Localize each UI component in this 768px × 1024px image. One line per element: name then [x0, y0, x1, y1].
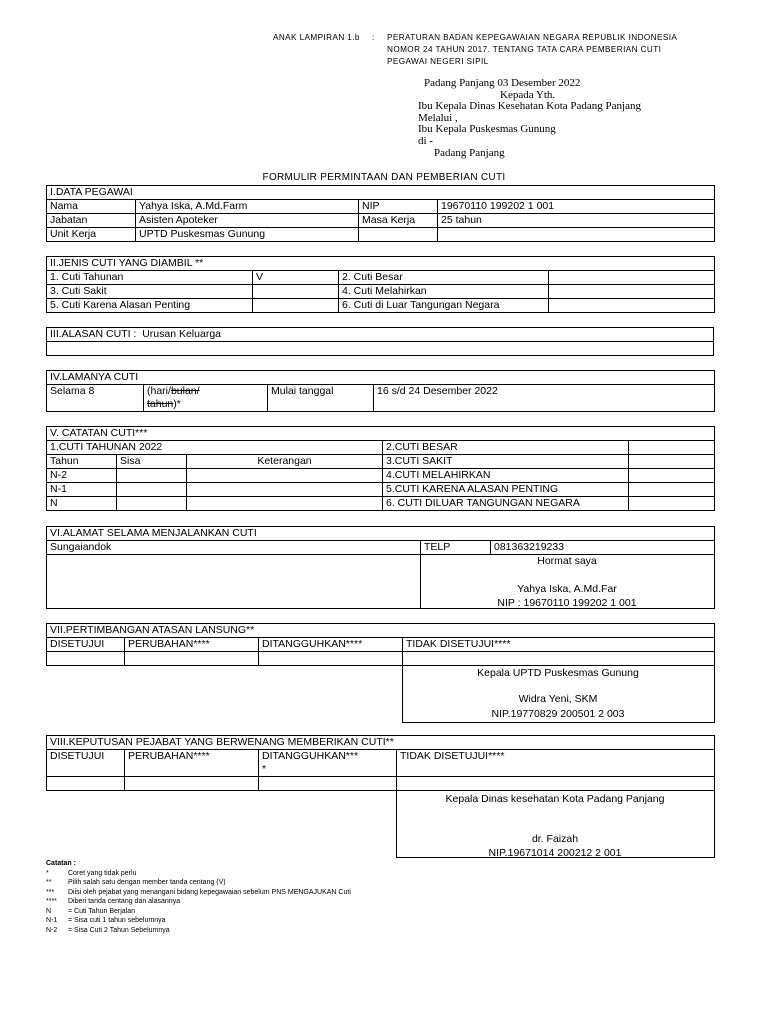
empty-cell: [125, 652, 259, 666]
cuti-sakit-mark: [253, 285, 339, 299]
catatan-cuti-sakit: 3.CUTI SAKIT: [383, 455, 629, 469]
satuan-bulan-struck: bulan/: [170, 385, 200, 397]
empty-cell: [47, 652, 125, 666]
section-1-title: I.DATA PEGAWAI: [47, 186, 715, 200]
form-title: FORMULIR PERMINTAAN DAN PEMBERIAN CUTI: [262, 172, 506, 183]
empty-cell: [629, 469, 715, 483]
cuti-luar-tanggungan-label: 6. Cuti di Luar Tangungan Negara: [339, 299, 549, 313]
note-key: ***: [46, 888, 55, 896]
note-key: N: [46, 907, 52, 915]
alasan-cuti-label: III.ALASAN CUTI :: [50, 328, 137, 340]
catatan-notes: [46, 859, 351, 935]
section-catatan-cuti: [46, 426, 715, 511]
masa-kerja-label: Masa Kerja: [359, 214, 438, 228]
cuti-tahunan-header: 1.CUTI TAHUNAN 2022: [47, 441, 383, 455]
cuti-besar-mark: [549, 271, 715, 285]
cuti-tahunan-checkmark: V: [253, 271, 339, 285]
note-key: ****: [46, 898, 57, 905]
notes-list: [46, 869, 351, 936]
satuan-hari: (hari/: [147, 385, 171, 397]
empty-cell: [117, 469, 187, 483]
note-item: [46, 878, 351, 888]
tahun-n: N: [47, 497, 117, 511]
keterangan-header: Keterangan: [187, 455, 383, 469]
unit-kerja-value: UPTD Puskesmas Gunung: [136, 228, 359, 242]
unit-kerja-label: Unit Kerja: [47, 228, 136, 242]
cuti-melahirkan-mark: [549, 285, 715, 299]
empty-cell: [359, 228, 438, 242]
empty-cell: [47, 777, 125, 791]
section-6-title: VI.ALAMAT SELAMA MENJALANKAN CUTI: [47, 527, 715, 541]
empty-cell: [629, 441, 715, 455]
satuan-footnote: )*: [173, 398, 181, 410]
note-item: [46, 907, 351, 917]
pejabat-jabatan: Kepala Dinas kesehatan Kota Padang Panjang: [445, 793, 665, 805]
header-colon: :: [372, 33, 375, 42]
kepada-yth: Kepada Yth.: [500, 89, 556, 101]
note-text: Coret yang tidak perlu: [68, 869, 137, 877]
pertimbangan-tidak-disetujui: TIDAK DISETUJUI****: [403, 638, 715, 652]
section-7-title: VII.PERTIMBANGAN ATASAN LANSUNG**: [47, 624, 715, 638]
blank-area: [47, 791, 397, 858]
hormat-saya: Hormat saya: [537, 555, 597, 567]
empty-cell: [259, 777, 397, 791]
telp-value: 081363219233: [491, 541, 715, 555]
note-item: [46, 916, 351, 926]
note-text: Pilih salah satu dengan member tanda centang (V): [68, 879, 226, 886]
empty-cell: [403, 652, 715, 666]
recipient-line-5: Padang Panjang: [434, 147, 505, 159]
note-text: Diisi oleh pejabat yang menangani bidang kepegawaian sebelum PNS MENGAJUKAN Cuti: [68, 888, 351, 896]
section-jenis-cuti: [46, 256, 715, 313]
peraturan-line-1: PERATURAN BADAN KEPEGAWAIAN NEGARA REPUBLIK INDONESIA: [387, 33, 678, 42]
note-key: **: [46, 879, 52, 886]
section-4-title: IV.LAMANYA CUTI: [47, 371, 715, 385]
recipient-line-1: Ibu Kepala Dinas Kesehatan Kota Padang Panjang: [418, 100, 641, 112]
tahun-n-1: N-1: [47, 483, 117, 497]
atasan-name: Widra Yeni, SKM: [518, 693, 598, 705]
note-key: N-2: [46, 926, 58, 934]
note-text: = Sisa Cuti 2 Tahun Sebelumnya: [68, 926, 170, 934]
anak-lampiran-label: ANAK LAMPIRAN 1.b: [273, 33, 360, 42]
recipient-line-4: di -: [418, 135, 433, 147]
cuti-melahirkan-label: 4. Cuti Melahirkan: [339, 285, 549, 299]
atasan-jabatan: Kepala UPTD Puskesmas Gunung: [477, 667, 639, 679]
note-item: [46, 869, 351, 879]
empty-cell: [125, 777, 259, 791]
section-3-title: [47, 328, 714, 342]
section-5-title: V. CATATAN CUTI***: [47, 427, 715, 441]
tahun-n-2: N-2: [47, 469, 117, 483]
note-item: [46, 888, 351, 898]
sisa-header: Sisa: [117, 455, 187, 469]
pejabat-name: dr. Faizah: [531, 833, 579, 845]
note-item: [46, 897, 351, 907]
keputusan-tidak-disetujui: TIDAK DISETUJUI****: [397, 750, 715, 777]
keputusan-perubahan: PERUBAHAN****: [125, 750, 259, 777]
empty-cell: [629, 497, 715, 511]
section-data-pegawai: [46, 185, 715, 242]
alasan-cuti-value: Urusan Keluarga: [142, 328, 221, 340]
nip-label: NIP: [359, 200, 438, 214]
nama-label: Nama: [47, 200, 136, 214]
section-alasan-cuti: [46, 327, 714, 356]
note-item: [46, 926, 351, 936]
empty-cell: [187, 497, 383, 511]
section-2-title: II.JENIS CUTI YANG DIAMBIL **: [47, 257, 715, 271]
section-lamanya-cuti: [46, 370, 715, 412]
pertimbangan-perubahan: PERUBAHAN****: [125, 638, 259, 652]
pemohon-name: Yahya Iska, A.Md.Far: [517, 583, 617, 595]
pertimbangan-ditangguhkan: DITANGGUHKAN****: [259, 638, 403, 652]
letter-date: Padang Panjang 03 Desember 2022: [424, 77, 581, 89]
pertimbangan-disetujui: DISETUJUI: [47, 638, 125, 652]
pejabat-nip: NIP.19671014 200212 2 001: [488, 847, 622, 859]
cuti-besar-label: 2. Cuti Besar: [339, 271, 549, 285]
note-key: *: [46, 869, 49, 877]
tanggal-value: 16 s/d 24 Desember 2022: [374, 385, 715, 412]
peraturan-line-2: NOMOR 24 TAHUN 2017. TENTANG TATA CARA PEMBERIAN CUTI: [387, 45, 662, 54]
catatan-cuti-alasan-penting: 5.CUTI KARENA ALASAN PENTING: [383, 483, 629, 497]
blank-area: [47, 666, 403, 723]
section-8-title: VIII.KEPUTUSAN PEJABAT YANG BERWENANG MEMBERIKAN CUTI**: [47, 736, 715, 750]
cuti-alasan-penting-mark: [253, 299, 339, 313]
empty-cell: [187, 483, 383, 497]
jabatan-value: Asisten Apoteker: [136, 214, 359, 228]
note-text: = Cuti Tahun Berjalan: [68, 907, 135, 915]
cuti-alasan-penting-label: 5. Cuti Karena Alasan Penting: [47, 299, 253, 313]
empty-cell: [629, 455, 715, 469]
empty-cell: [117, 497, 187, 511]
cuti-sakit-label: 3. Cuti Sakit: [47, 285, 253, 299]
cuti-tahunan-label: 1. Cuti Tahunan: [47, 271, 253, 285]
note-text: Diberi tanda centang dan alasannya: [68, 898, 181, 905]
empty-cell: [438, 228, 715, 242]
nama-value: Yahya Iska, A.Md.Farm: [136, 200, 359, 214]
masa-kerja-value: 25 tahun: [438, 214, 715, 228]
note-text: = Sisa cuti 1 tahun sebelumnya: [68, 917, 166, 924]
tahun-header: Tahun: [47, 455, 117, 469]
cuti-luar-tanggungan-mark: [549, 299, 715, 313]
empty-cell: [187, 469, 383, 483]
empty-cell: [47, 555, 421, 609]
recipient-line-2: Melalui ,: [418, 112, 458, 124]
peraturan-line-3: PEGAWAI NEGERI SIPIL: [387, 57, 489, 66]
empty-cell: [117, 483, 187, 497]
catatan-cuti-luar-tanggungan: 6. CUTI DILUAR TANGUNGAN NEGARA: [383, 497, 629, 511]
empty-cell: [629, 483, 715, 497]
pemohon-nip: NIP : 19670110 199202 1 001: [497, 597, 637, 609]
mulai-tanggal-label: Mulai tanggal: [268, 385, 374, 412]
nip-value: 19670110 199202 1 001: [438, 200, 715, 214]
jabatan-label: Jabatan: [47, 214, 136, 228]
note-key: N-1: [46, 917, 58, 924]
catatan-cuti-melahirkan: 4.CUTI MELAHIRKAN: [383, 469, 629, 483]
empty-cell: [397, 777, 715, 791]
atasan-nip: NIP.19770829 200501 2 003: [491, 708, 625, 720]
satuan-waktu: [144, 385, 268, 412]
selama-value: Selama 8: [47, 385, 144, 412]
empty-cell: [259, 652, 403, 666]
empty-cell: [47, 342, 714, 356]
recipient-line-3: Ibu Kepala Puskesmas Gunung: [418, 123, 556, 135]
telp-label: TELP: [421, 541, 491, 555]
ditangguhkan-line-2: *: [262, 763, 267, 775]
ditangguhkan-line-1: DITANGGUHKAN***: [262, 750, 359, 762]
satuan-tahun-struck: tahun: [147, 398, 174, 410]
keputusan-ditangguhkan: [259, 750, 397, 777]
catatan-cuti-besar: 2.CUTI BESAR: [383, 441, 629, 455]
keputusan-disetujui: DISETUJUI: [47, 750, 125, 777]
alamat-value: Sungaiandok: [47, 541, 421, 555]
notes-title: Catatan :: [46, 860, 76, 867]
